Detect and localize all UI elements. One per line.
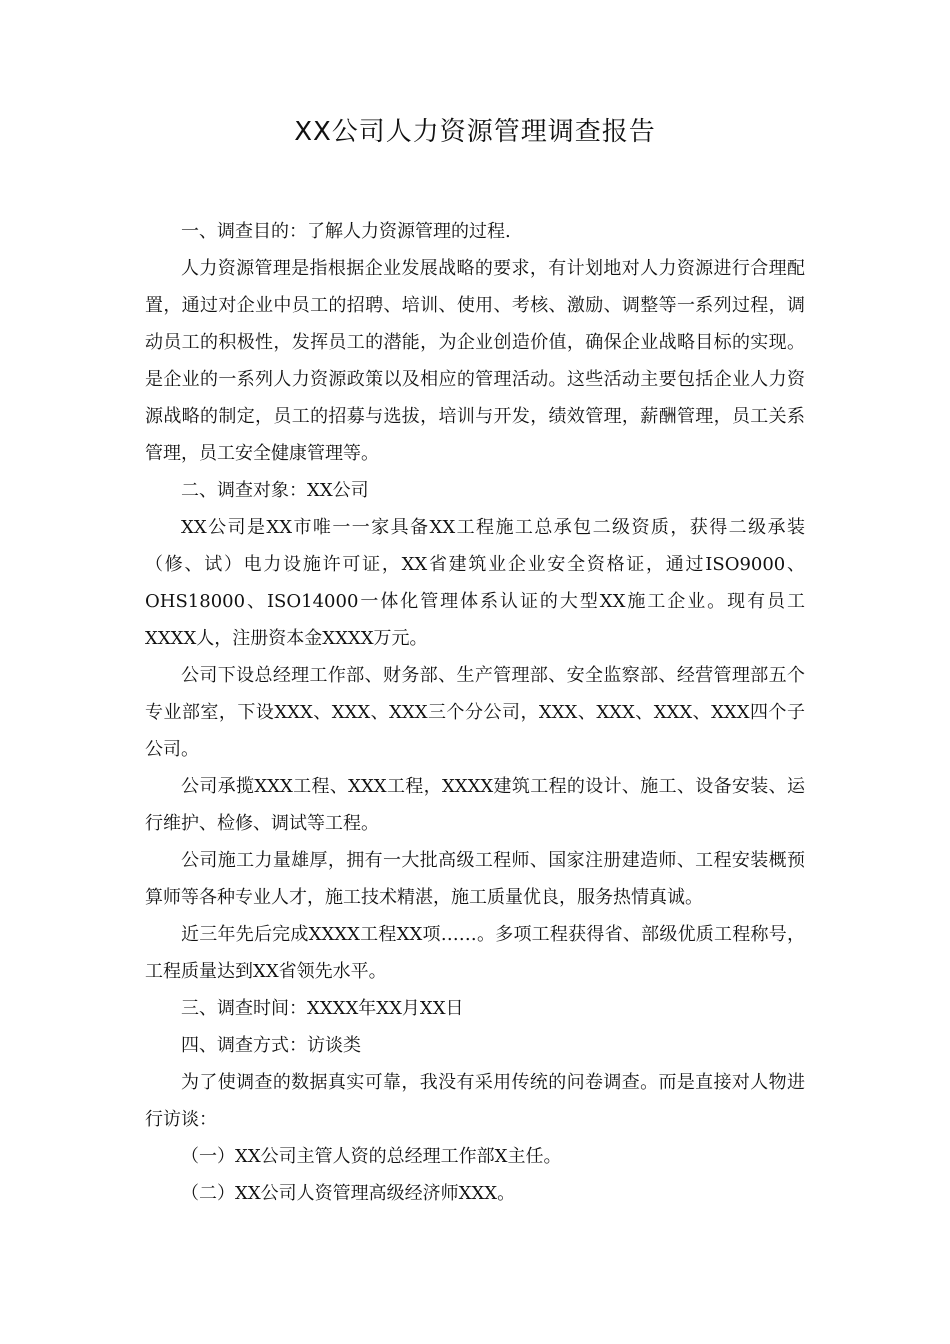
- company-profile-paragraph: XX公司是XX市唯一一家具备XX工程施工总承包二级资质，获得二级承装（修、试）电力设施许可证，XX省建筑业企业安全资格证，通过ISO9000、OHS18000、ISO14000一体化管理体系认证的大型XX施工企业。现有员工XXXX人，注册资本金XXXX万元。: [145, 517, 805, 649]
- document-title: XX公司人力资源管理调查报告: [294, 117, 656, 147]
- document-body: [145, 213, 805, 1212]
- purpose-paragraph: 人力资源管理是指根据企业发展战略的要求，有计划地对人力资源进行合理配置，通过对企业中员工的招聘、培训、使用、考核、激励、调整等一系列过程，调动员工的积极性，发挥员工的潜能，为企业创造价值，确保企业战略目标的实现。是企业的一系列人力资源政策以及相应的管理活动。这些活动主要包括企业人力资源战略的制定，员工的招募与选拔，培训与开发，绩效管理，薪酬管理，员工关系管理，员工安全健康管理等。: [145, 258, 805, 464]
- achievement-paragraph: 近三年先后完成XXXX工程XX项……。多项工程获得省、部级优质工程称号，工程质量达到XX省领先水平。: [145, 924, 805, 982]
- section-subject-heading: 二、调查对象：XX公司: [181, 480, 369, 501]
- section-purpose-heading: 一、调查目的：了解人力资源管理的过程.: [181, 221, 511, 242]
- organization-paragraph: 公司下设总经理工作部、财务部、生产管理部、安全监察部、经营管理部五个专业部室，下设XXX、XXX、XXX三个分公司，XXX、XXX、XXX、XXX四个子公司。: [145, 665, 805, 760]
- section-method-heading: 四、调查方式：访谈类: [181, 1035, 361, 1056]
- business-scope-paragraph: 公司承揽XXX工程、XXX工程，XXXX建筑工程的设计、施工、设备安装、运行维护、检修、调试等工程。: [145, 776, 805, 834]
- capability-paragraph: 公司施工力量雄厚，拥有一大批高级工程师、国家注册建造师、工程安装概预算师等各种专业人才，施工技术精湛，施工质量优良，服务热情真诚。: [145, 850, 805, 908]
- interviewee-item-1: （一）XX公司主管人资的总经理工作部X主任。: [181, 1146, 562, 1167]
- method-paragraph: 为了使调查的数据真实可靠，我没有采用传统的问卷调查。而是直接对人物进行访谈：: [145, 1072, 805, 1130]
- interviewee-item-2: （二）XX公司人资管理高级经济师XXX。: [181, 1183, 516, 1204]
- section-time-heading: 三、调查时间：XXXX年XX月XX日: [181, 998, 464, 1019]
